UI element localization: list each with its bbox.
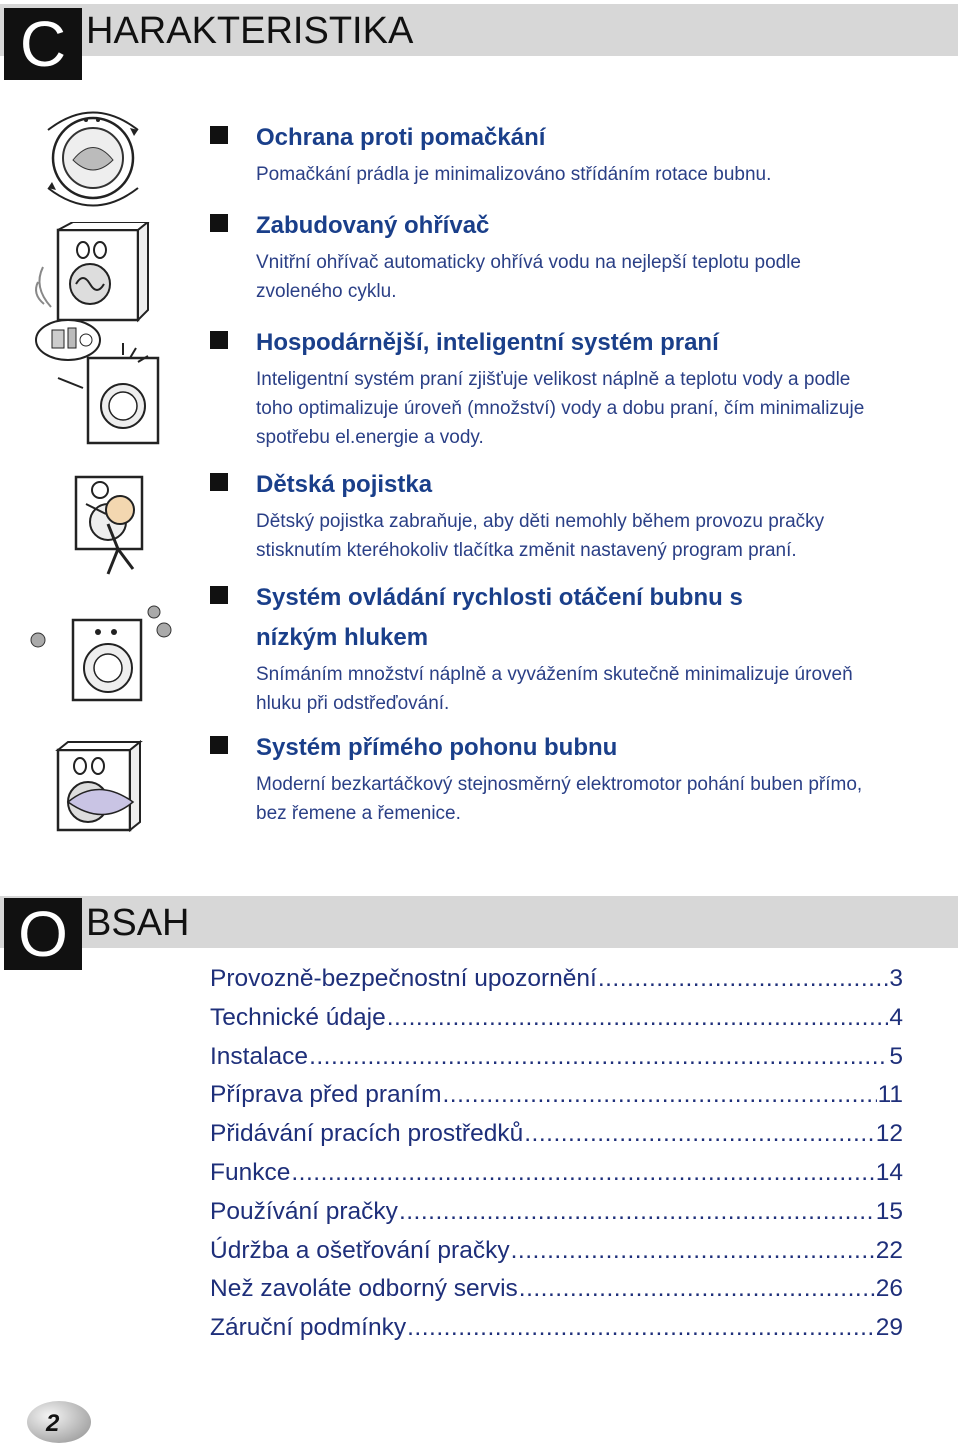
toc-page: 22 bbox=[875, 1236, 903, 1264]
bullet-square-icon bbox=[210, 736, 228, 754]
toc-page: 29 bbox=[875, 1314, 903, 1342]
heater-illustration bbox=[28, 222, 158, 327]
toc-label: Přidávání pracích prostředků bbox=[210, 1120, 524, 1148]
feature-description: Inteligentní systém praní zjišťuje velikost náplně a teplotu vody a podle toho optimalizuje úroveň (množství) vody a dobu praní, čím minimalizuje spotřebu el.energie a vody. bbox=[256, 369, 865, 448]
toc-label: Funkce bbox=[210, 1158, 291, 1186]
feature-title: Systém přímého pohonu bubnu bbox=[256, 734, 618, 761]
feature-smart-washing bbox=[210, 323, 910, 452]
toc-leader bbox=[598, 965, 889, 993]
feature-child-lock bbox=[210, 465, 910, 565]
toc-leader bbox=[309, 1043, 888, 1071]
toc-leader bbox=[399, 1198, 875, 1226]
toc-label: Příprava před praním bbox=[210, 1081, 442, 1109]
feature-description: Moderní bezkartáčkový stejnosměrný elektromotor pohání buben přímo, bez řemene a řemenice. bbox=[256, 774, 863, 824]
toc-leader bbox=[519, 1275, 875, 1303]
feature-low-noise bbox=[210, 578, 910, 718]
toc-leader bbox=[387, 1004, 889, 1032]
toc-label: Než zavoláte odborný servis bbox=[210, 1275, 518, 1303]
section-initial: O bbox=[4, 898, 82, 970]
toc-page: 4 bbox=[889, 1003, 903, 1031]
toc-label: Provozně-bezpečnostní upozornění bbox=[210, 965, 597, 992]
section-title: BSAH bbox=[86, 902, 190, 944]
toc-page: 5 bbox=[889, 1042, 903, 1070]
table-of-contents bbox=[210, 965, 903, 1353]
toc-page: 3 bbox=[889, 965, 903, 992]
feature-title: Dětská pojistka bbox=[256, 471, 433, 498]
bullet-square-icon bbox=[210, 586, 228, 604]
toc-entry[interactable] bbox=[210, 1081, 903, 1120]
feature-direct-drive bbox=[210, 728, 910, 828]
feature-title: Zabudovaný ohřívač bbox=[256, 212, 490, 239]
feature-title: Systém ovládání rychlosti otáčení bubnu s nízkým hlukem bbox=[256, 584, 743, 651]
toc-entry[interactable] bbox=[210, 1120, 903, 1159]
toc-entry[interactable] bbox=[210, 1198, 903, 1237]
feature-description: Pomačkání prádla je minimalizováno střídáním rotace bubnu. bbox=[256, 164, 772, 185]
toc-leader bbox=[291, 1159, 874, 1187]
page-number-badge bbox=[26, 1400, 92, 1444]
bullet-square-icon bbox=[210, 214, 228, 232]
feature-description: Vnitřní ohřívač automaticky ohřívá vodu na nejlepší teplotu podle zvoleného cyklu. bbox=[256, 252, 801, 302]
feature-title: Ochrana proti pomačkání bbox=[256, 124, 546, 151]
toc-entry[interactable] bbox=[210, 1004, 903, 1043]
section-title: HARAKTERISTIKA bbox=[86, 10, 414, 52]
smart-washing-illustration bbox=[28, 318, 173, 448]
bullet-square-icon bbox=[210, 473, 228, 491]
feature-title: Hospodárnější, inteligentní systém praní bbox=[256, 329, 719, 356]
bullet-square-icon bbox=[210, 331, 228, 349]
section-initial: C bbox=[4, 8, 82, 80]
toc-entry[interactable] bbox=[210, 1314, 903, 1353]
toc-leader bbox=[511, 1237, 875, 1265]
feature-built-in-heater bbox=[210, 206, 910, 306]
drum-rotation-illustration bbox=[28, 100, 168, 215]
direct-drive-illustration bbox=[28, 740, 158, 835]
feature-anti-crease bbox=[210, 118, 910, 189]
toc-leader bbox=[443, 1081, 877, 1109]
toc-entry[interactable] bbox=[210, 1237, 903, 1276]
toc-page: 15 bbox=[875, 1197, 903, 1225]
toc-entry[interactable] bbox=[210, 1275, 903, 1314]
page-number: 2 bbox=[46, 1410, 60, 1437]
section-header-charakteristika bbox=[0, 4, 958, 80]
toc-page: 12 bbox=[875, 1120, 903, 1148]
feature-description: Snímáním množství náplně a vyvážením skutečně minimalizuje úroveň hluku při odstřeďování. bbox=[256, 664, 853, 714]
child-lock-illustration bbox=[28, 462, 158, 587]
toc-page: 14 bbox=[875, 1158, 903, 1186]
bullet-square-icon bbox=[210, 126, 228, 144]
toc-entry[interactable] bbox=[210, 1043, 903, 1082]
toc-entry[interactable] bbox=[210, 965, 903, 1004]
low-noise-illustration bbox=[28, 602, 178, 707]
toc-page: 11 bbox=[877, 1081, 903, 1109]
feature-description: Dětský pojistka zabraňuje, aby děti nemohly během provozu pračky stisknutím kteréhokoliv tlačítka změnit nastavený program praní. bbox=[256, 511, 825, 561]
toc-entry[interactable] bbox=[210, 1159, 903, 1198]
toc-label: Používání pračky bbox=[210, 1197, 398, 1225]
toc-label: Instalace bbox=[210, 1042, 309, 1070]
toc-leader bbox=[524, 1120, 875, 1148]
toc-label: Údržba a ošetřování pračky bbox=[210, 1236, 510, 1264]
toc-label: Technické údaje bbox=[210, 1003, 386, 1031]
toc-page: 26 bbox=[875, 1275, 903, 1303]
toc-label: Záruční podmínky bbox=[210, 1314, 407, 1342]
section-header-obsah bbox=[0, 896, 958, 970]
toc-leader bbox=[407, 1314, 875, 1342]
